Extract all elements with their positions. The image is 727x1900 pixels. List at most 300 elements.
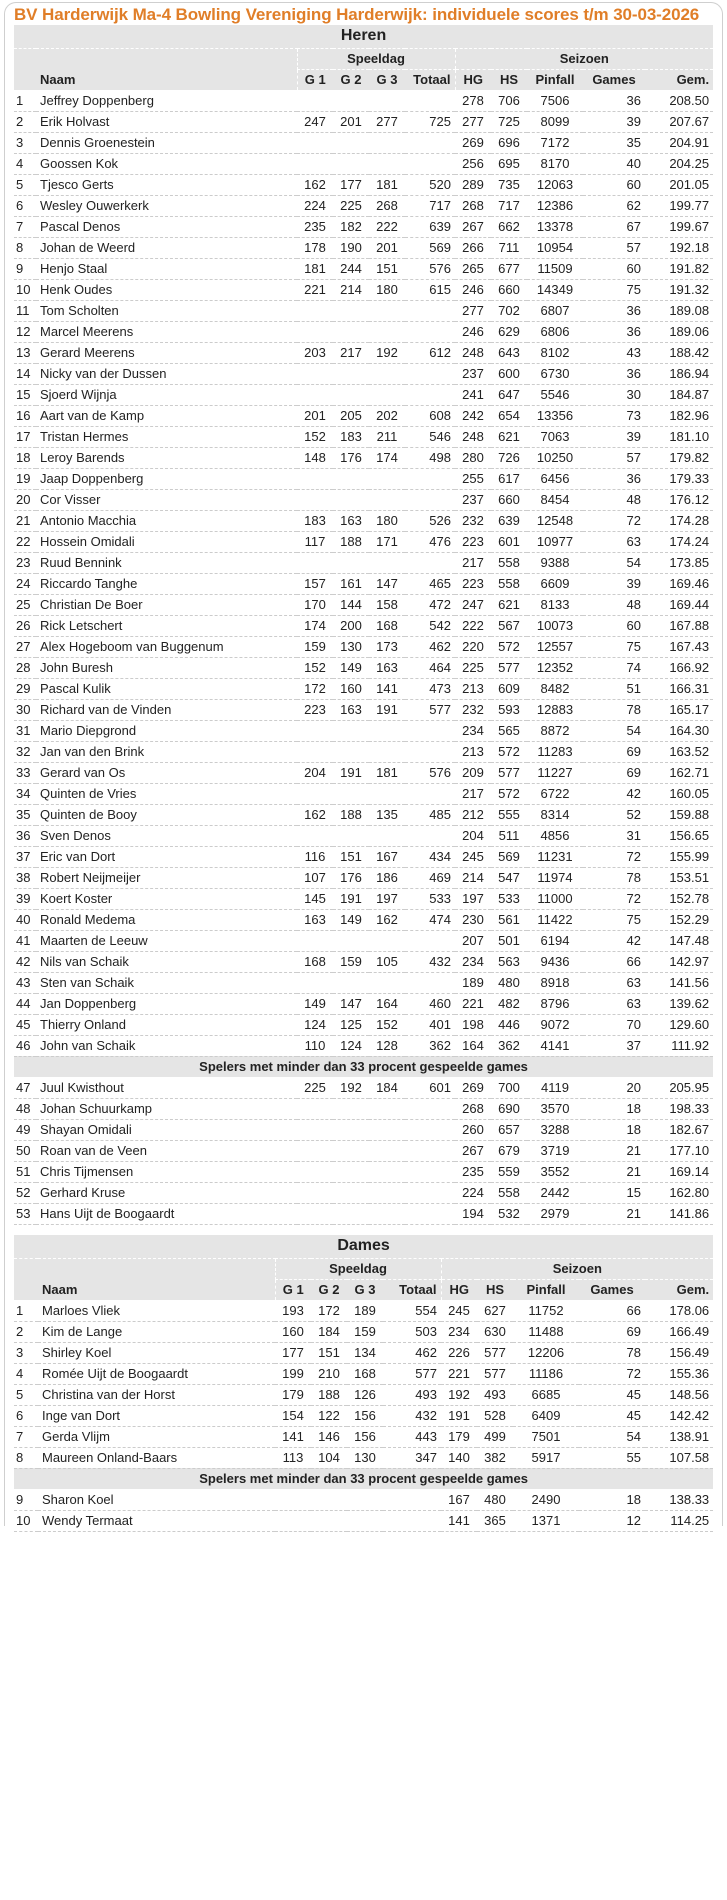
player-rank: 10 — [14, 1510, 38, 1531]
game1-score: 235 — [297, 216, 333, 237]
high-game: 265 — [455, 258, 491, 279]
player-row — [14, 426, 713, 447]
games-played: 36 — [583, 90, 645, 111]
day-total: 469 — [405, 867, 455, 888]
game2-score: 122 — [311, 1405, 347, 1426]
pinfall: 6194 — [527, 930, 583, 951]
day-total: 474 — [405, 909, 455, 930]
high-series: 382 — [477, 1447, 513, 1468]
pinfall: 8314 — [527, 804, 583, 825]
heren-title: Heren — [14, 25, 713, 48]
day-total — [405, 1203, 455, 1224]
average: 191.82 — [645, 258, 713, 279]
games-played: 57 — [583, 447, 645, 468]
player-rank: 16 — [14, 405, 36, 426]
game1-score — [297, 90, 333, 111]
game3-score: 184 — [369, 1077, 405, 1098]
player-row — [14, 1447, 713, 1468]
games-played: 45 — [579, 1405, 645, 1426]
player-row — [14, 342, 713, 363]
game2-score — [333, 363, 369, 384]
player-rank: 20 — [14, 489, 36, 510]
high-game: 267 — [455, 216, 491, 237]
player-rank: 8 — [14, 237, 36, 258]
pinfall: 12063 — [527, 174, 583, 195]
games-played: 70 — [583, 1014, 645, 1035]
games-played: 48 — [583, 594, 645, 615]
game2-score — [311, 1489, 347, 1510]
player-name: Jan Doppenberg — [36, 993, 297, 1014]
average: 181.10 — [645, 426, 713, 447]
seizoen-group-header: Seizoen — [441, 1258, 713, 1279]
game2-score: 184 — [311, 1321, 347, 1342]
game3-score: 164 — [369, 993, 405, 1014]
game3-score: 134 — [347, 1342, 383, 1363]
player-row — [14, 741, 713, 762]
player-name: Mario Diepgrond — [36, 720, 297, 741]
game3-score: 151 — [369, 258, 405, 279]
games-played: 40 — [583, 153, 645, 174]
day-total — [405, 1161, 455, 1182]
high-series: 480 — [477, 1489, 513, 1510]
player-row — [14, 1384, 713, 1405]
game2-score — [333, 489, 369, 510]
high-game: 212 — [455, 804, 491, 825]
player-rank: 47 — [14, 1077, 36, 1098]
game1-score: 163 — [297, 909, 333, 930]
low-games-subheader — [14, 1056, 713, 1077]
pinfall: 12386 — [527, 195, 583, 216]
player-row — [14, 321, 713, 342]
player-row — [14, 1510, 713, 1531]
pinfall: 3288 — [527, 1119, 583, 1140]
game2-score — [333, 972, 369, 993]
player-row — [14, 489, 713, 510]
games-played: 75 — [583, 279, 645, 300]
game1-score: 224 — [297, 195, 333, 216]
game2-score: 161 — [333, 573, 369, 594]
player-rank: 17 — [14, 426, 36, 447]
game1-score — [297, 363, 333, 384]
game2-score: 149 — [333, 909, 369, 930]
high-series: 593 — [491, 699, 527, 720]
games-played: 36 — [583, 321, 645, 342]
day-total: 503 — [383, 1321, 441, 1342]
player-name: Maureen Onland-Baars — [38, 1447, 275, 1468]
average: 169.46 — [645, 573, 713, 594]
high-series: 735 — [491, 174, 527, 195]
average: 189.06 — [645, 321, 713, 342]
player-name: Erik Holvast — [36, 111, 297, 132]
high-series: 555 — [491, 804, 527, 825]
player-row — [14, 657, 713, 678]
day-total — [405, 972, 455, 993]
high-game: 248 — [455, 426, 491, 447]
player-row — [14, 615, 713, 636]
pinfall: 5917 — [513, 1447, 579, 1468]
col-games: Games — [579, 1279, 645, 1300]
player-row — [14, 1321, 713, 1342]
player-name: Christian De Boer — [36, 594, 297, 615]
player-row — [14, 405, 713, 426]
games-played: 78 — [583, 867, 645, 888]
game2-score: 183 — [333, 426, 369, 447]
player-row — [14, 237, 713, 258]
game3-score — [369, 972, 405, 993]
game3-score: 135 — [369, 804, 405, 825]
player-row — [14, 510, 713, 531]
col-hs: HS — [491, 69, 527, 90]
average: 169.44 — [645, 594, 713, 615]
player-row — [14, 468, 713, 489]
average: 160.05 — [645, 783, 713, 804]
game1-score: 141 — [275, 1426, 311, 1447]
games-played: 43 — [583, 342, 645, 363]
player-name: Koert Koster — [36, 888, 297, 909]
high-series: 480 — [491, 972, 527, 993]
games-played: 54 — [583, 720, 645, 741]
game2-score: 192 — [333, 1077, 369, 1098]
high-game: 221 — [455, 993, 491, 1014]
games-played: 69 — [579, 1321, 645, 1342]
game3-score — [369, 300, 405, 321]
pinfall: 3552 — [527, 1161, 583, 1182]
high-game: 234 — [455, 951, 491, 972]
player-row — [14, 195, 713, 216]
high-game: 277 — [455, 300, 491, 321]
player-rank: 2 — [14, 1321, 38, 1342]
player-rank: 9 — [14, 258, 36, 279]
pinfall: 11509 — [527, 258, 583, 279]
high-game: 209 — [455, 762, 491, 783]
high-game: 237 — [455, 363, 491, 384]
average: 107.58 — [645, 1447, 713, 1468]
high-series: 717 — [491, 195, 527, 216]
pinfall: 8170 — [527, 153, 583, 174]
high-game: 245 — [441, 1300, 477, 1321]
high-game: 220 — [455, 636, 491, 657]
player-row — [14, 636, 713, 657]
game1-score: 162 — [297, 804, 333, 825]
high-game: 197 — [455, 888, 491, 909]
pinfall: 8796 — [527, 993, 583, 1014]
game3-score: 147 — [369, 573, 405, 594]
games-played: 30 — [583, 384, 645, 405]
games-played: 60 — [583, 174, 645, 195]
day-total: 462 — [405, 636, 455, 657]
player-name: Tjesco Gerts — [36, 174, 297, 195]
game3-score — [369, 1119, 405, 1140]
game2-score: 188 — [333, 531, 369, 552]
high-series: 706 — [491, 90, 527, 111]
high-series: 621 — [491, 594, 527, 615]
game1-score: 178 — [297, 237, 333, 258]
day-total: 612 — [405, 342, 455, 363]
player-row — [14, 1077, 713, 1098]
high-game: 234 — [441, 1321, 477, 1342]
player-name: Maarten de Leeuw — [36, 930, 297, 951]
pinfall: 9388 — [527, 552, 583, 573]
game1-score: 152 — [297, 657, 333, 678]
high-series: 629 — [491, 321, 527, 342]
game2-score: 200 — [333, 615, 369, 636]
game1-score: 177 — [275, 1342, 311, 1363]
game2-score — [333, 300, 369, 321]
high-series: 569 — [491, 846, 527, 867]
game1-score — [297, 1098, 333, 1119]
game3-score: 201 — [369, 237, 405, 258]
pinfall: 6409 — [513, 1405, 579, 1426]
player-rank: 13 — [14, 342, 36, 363]
average: 141.86 — [645, 1203, 713, 1224]
day-total — [405, 321, 455, 342]
player-row — [14, 552, 713, 573]
high-game: 269 — [455, 132, 491, 153]
player-name: Cor Visser — [36, 489, 297, 510]
player-row — [14, 972, 713, 993]
game2-score: 201 — [333, 111, 369, 132]
high-series: 726 — [491, 447, 527, 468]
game2-score — [333, 552, 369, 573]
game1-score — [297, 1182, 333, 1203]
day-total: 362 — [405, 1035, 455, 1056]
day-total: 554 — [383, 1300, 441, 1321]
game3-score — [347, 1489, 383, 1510]
high-series: 533 — [491, 888, 527, 909]
game1-score: 170 — [297, 594, 333, 615]
player-rank: 50 — [14, 1140, 36, 1161]
high-series: 561 — [491, 909, 527, 930]
pinfall: 2979 — [527, 1203, 583, 1224]
game3-score — [369, 132, 405, 153]
day-total — [405, 153, 455, 174]
player-row — [14, 846, 713, 867]
game1-score — [297, 321, 333, 342]
game1-score: 193 — [275, 1300, 311, 1321]
game1-score — [297, 300, 333, 321]
game2-score — [333, 1203, 369, 1224]
game2-score: 160 — [333, 678, 369, 699]
game1-score: 124 — [297, 1014, 333, 1035]
game2-score: 214 — [333, 279, 369, 300]
game1-score: 145 — [297, 888, 333, 909]
col-gem: Gem. — [645, 1279, 713, 1300]
game1-score: 204 — [297, 762, 333, 783]
pinfall: 13356 — [527, 405, 583, 426]
high-series: 577 — [477, 1363, 513, 1384]
game2-score: 188 — [311, 1384, 347, 1405]
high-series: 558 — [491, 552, 527, 573]
high-game: 217 — [455, 783, 491, 804]
high-series: 577 — [491, 762, 527, 783]
high-game: 289 — [455, 174, 491, 195]
player-row — [14, 1161, 713, 1182]
game2-score: 144 — [333, 594, 369, 615]
player-name: Gerard Meerens — [36, 342, 297, 363]
player-rank: 40 — [14, 909, 36, 930]
player-name: Marloes Vliek — [38, 1300, 275, 1321]
player-row — [14, 678, 713, 699]
player-name: Aart van de Kamp — [36, 405, 297, 426]
subheader-label: Spelers met minder dan 33 procent gespeelde games — [14, 1468, 713, 1489]
average: 138.33 — [645, 1489, 713, 1510]
day-total: 460 — [405, 993, 455, 1014]
player-name: Inge van Dort — [38, 1405, 275, 1426]
high-series: 511 — [491, 825, 527, 846]
games-played: 60 — [583, 615, 645, 636]
pinfall: 11752 — [513, 1300, 579, 1321]
high-series: 630 — [477, 1321, 513, 1342]
player-rank: 19 — [14, 468, 36, 489]
game2-score: 190 — [333, 237, 369, 258]
game2-score: 188 — [333, 804, 369, 825]
game2-score: 182 — [333, 216, 369, 237]
player-rank: 30 — [14, 699, 36, 720]
high-game: 230 — [455, 909, 491, 930]
game2-score — [333, 930, 369, 951]
day-total: 493 — [383, 1384, 441, 1405]
game1-score: 162 — [297, 174, 333, 195]
high-game: 266 — [455, 237, 491, 258]
game2-score: 225 — [333, 195, 369, 216]
day-total — [405, 363, 455, 384]
day-total: 476 — [405, 531, 455, 552]
player-rank: 12 — [14, 321, 36, 342]
high-series: 572 — [491, 636, 527, 657]
game1-score: 160 — [275, 1321, 311, 1342]
high-series: 600 — [491, 363, 527, 384]
player-rank: 4 — [14, 1363, 38, 1384]
average: 182.67 — [645, 1119, 713, 1140]
game1-score — [297, 552, 333, 573]
day-total: 608 — [405, 405, 455, 426]
game3-score — [369, 741, 405, 762]
game1-score — [297, 825, 333, 846]
high-series: 493 — [477, 1384, 513, 1405]
high-series: 711 — [491, 237, 527, 258]
pinfall: 1371 — [513, 1510, 579, 1531]
games-played: 72 — [583, 510, 645, 531]
player-name: Eric van Dort — [36, 846, 297, 867]
high-series: 662 — [491, 216, 527, 237]
player-row — [14, 111, 713, 132]
player-rank: 41 — [14, 930, 36, 951]
pinfall: 11186 — [513, 1363, 579, 1384]
high-game: 246 — [455, 321, 491, 342]
game3-score: 189 — [347, 1300, 383, 1321]
game2-score — [333, 1161, 369, 1182]
average: 201.05 — [645, 174, 713, 195]
high-series: 696 — [491, 132, 527, 153]
game3-score — [369, 930, 405, 951]
player-name: Shirley Koel — [38, 1342, 275, 1363]
pinfall: 6456 — [527, 468, 583, 489]
game1-score: 181 — [297, 258, 333, 279]
game3-score: 180 — [369, 279, 405, 300]
high-game: 213 — [455, 678, 491, 699]
games-played: 72 — [579, 1363, 645, 1384]
day-total: 601 — [405, 1077, 455, 1098]
game3-score: 152 — [369, 1014, 405, 1035]
player-name: Tristan Hermes — [36, 426, 297, 447]
game3-score — [369, 1161, 405, 1182]
player-rank: 53 — [14, 1203, 36, 1224]
game1-score — [297, 384, 333, 405]
player-name: Jaap Doppenberg — [36, 468, 297, 489]
player-name: Marcel Meerens — [36, 321, 297, 342]
game1-score — [297, 1203, 333, 1224]
player-row — [14, 1140, 713, 1161]
games-played: 63 — [583, 531, 645, 552]
game1-score: 223 — [297, 699, 333, 720]
games-played: 78 — [579, 1342, 645, 1363]
player-name: Pascal Kulik — [36, 678, 297, 699]
day-total — [383, 1510, 441, 1531]
game2-score: 176 — [333, 867, 369, 888]
games-played: 31 — [583, 825, 645, 846]
day-total: 725 — [405, 111, 455, 132]
seizoen-group-header: Seizoen — [455, 48, 713, 69]
high-game: 280 — [455, 447, 491, 468]
high-game: 194 — [455, 1203, 491, 1224]
game2-score: 217 — [333, 342, 369, 363]
average: 184.87 — [645, 384, 713, 405]
player-row — [14, 447, 713, 468]
average: 174.24 — [645, 531, 713, 552]
day-total: 533 — [405, 888, 455, 909]
day-total — [405, 552, 455, 573]
high-game: 214 — [455, 867, 491, 888]
games-played: 72 — [583, 846, 645, 867]
col-g3: G 3 — [369, 69, 405, 90]
average: 205.95 — [645, 1077, 713, 1098]
high-series: 563 — [491, 951, 527, 972]
high-series: 617 — [491, 468, 527, 489]
player-rank: 6 — [14, 195, 36, 216]
game1-score: 152 — [297, 426, 333, 447]
pinfall: 12352 — [527, 657, 583, 678]
game3-score — [369, 489, 405, 510]
high-game: 247 — [455, 594, 491, 615]
pinfall: 2490 — [513, 1489, 579, 1510]
player-rank: 21 — [14, 510, 36, 531]
player-rank: 8 — [14, 1447, 38, 1468]
player-name: Jeffrey Doppenberg — [36, 90, 297, 111]
game1-score — [297, 153, 333, 174]
games-played: 67 — [583, 216, 645, 237]
player-name: Nils van Schaik — [36, 951, 297, 972]
pinfall: 8872 — [527, 720, 583, 741]
game3-score: 277 — [369, 111, 405, 132]
game3-score — [347, 1510, 383, 1531]
games-played: 42 — [583, 930, 645, 951]
day-total: 546 — [405, 426, 455, 447]
player-row — [14, 1426, 713, 1447]
player-name: Christina van der Horst — [38, 1384, 275, 1405]
day-total: 473 — [405, 678, 455, 699]
game2-score — [333, 90, 369, 111]
pinfall: 14349 — [527, 279, 583, 300]
game2-score — [333, 720, 369, 741]
high-series: 657 — [491, 1119, 527, 1140]
player-rank: 24 — [14, 573, 36, 594]
game1-score: 172 — [297, 678, 333, 699]
games-played: 39 — [583, 426, 645, 447]
high-game: 248 — [455, 342, 491, 363]
game2-score — [333, 1182, 369, 1203]
average: 176.12 — [645, 489, 713, 510]
player-row — [14, 993, 713, 1014]
